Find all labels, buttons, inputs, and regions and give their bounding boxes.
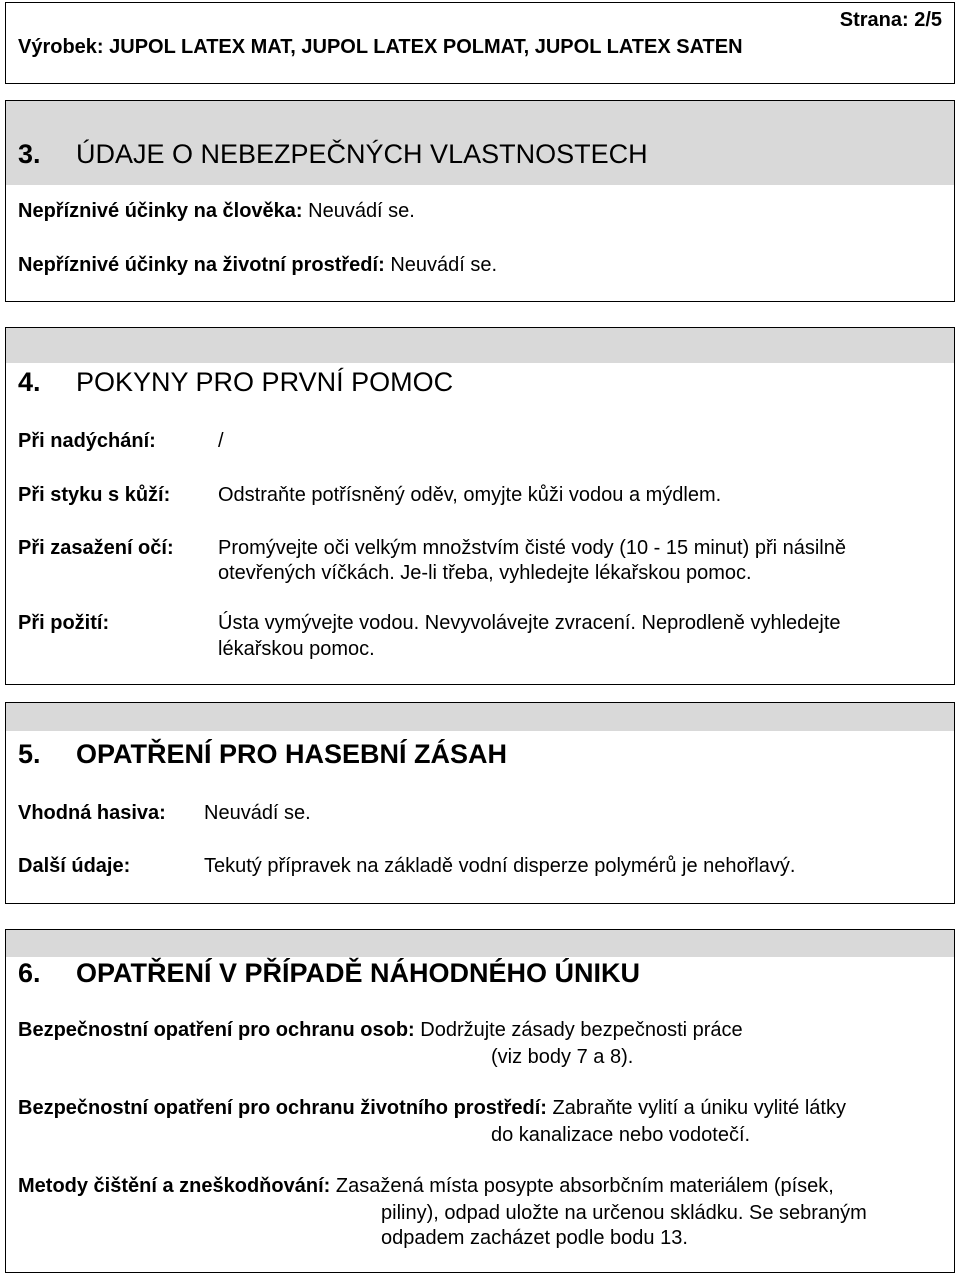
skin-value: Odstraňte potřísněný oděv, omyjte kůži vodou a mýdlem.: [218, 484, 722, 506]
row-label: Nepříznivé účinky na životní prostředí:: [18, 254, 385, 276]
section-5-number: 5.: [18, 739, 41, 769]
row-value: Neuvádí se.: [390, 254, 498, 276]
extinguishing-media-label: Vhodná hasiva:: [18, 802, 166, 824]
extinguishing-media-value: Neuvádí se.: [204, 802, 311, 824]
other-info-label: Další údaje:: [18, 855, 131, 877]
section-5-heading-band: [6, 703, 954, 731]
row-label: Nepříznivé účinky na člověka:: [18, 200, 303, 222]
section-4-heading-band: [6, 328, 954, 363]
section-3-number: 3.: [18, 139, 41, 169]
section-3-row-1: [18, 198, 415, 224]
personal-precautions-line-1: [18, 1017, 743, 1043]
eyes-label: Při zasažení očí:: [18, 537, 174, 559]
row-value: Zabraňte vylití a úniku vylité látky: [552, 1097, 846, 1119]
inhalation-label: Při nadýchání:: [18, 430, 156, 452]
section-5-title: OPATŘENÍ PRO HASEBNÍ ZÁSAH: [76, 739, 508, 769]
row-label: Bezpečnostní opatření pro ochranu osob:: [18, 1019, 415, 1041]
section-3: [5, 100, 955, 302]
row-value: Zasažená místa posypte absorbčním materiálem (písek,: [335, 1175, 834, 1197]
row-value: Neuvádí se.: [308, 200, 415, 222]
inhalation-value: /: [218, 430, 224, 452]
ingestion-value-line-2: lékařskou pomoc.: [218, 638, 375, 660]
section-3-row-2: [18, 252, 497, 278]
section-4: [5, 327, 955, 685]
section-4-number: 4.: [18, 367, 41, 397]
section-6-title: OPATŘENÍ V PŘÍPADĚ NÁHODNÉHO ÚNIKU: [76, 958, 641, 988]
environmental-precautions-line-2: do kanalizace nebo vodotečí.: [491, 1124, 751, 1146]
section-3-title: ÚDAJE O NEBEZPEČNÝCH VLASTNOSTECH: [76, 139, 648, 169]
section-6-number: 6.: [18, 958, 41, 988]
section-4-title: POKYNY PRO PRVNÍ POMOC: [76, 367, 454, 397]
skin-label: Při styku s kůží:: [18, 484, 171, 506]
personal-precautions-line-2: (viz body 7 a 8).: [491, 1046, 634, 1068]
section-5: [5, 702, 955, 904]
ingestion-value-line-1: Ústa vymývejte vodou. Nevyvolávejte zvracení. Neprodleně vyhledejte: [218, 612, 841, 634]
row-value: Dodržujte zásady bezpečnosti práce: [420, 1019, 743, 1041]
eyes-value-line-2: otevřených víčkách. Je-li třeba, vyhledejte lékařskou pomoc.: [218, 562, 752, 584]
environmental-precautions-line-1: [18, 1095, 846, 1121]
product-name: Výrobek: JUPOL LATEX MAT, JUPOL LATEX POLMAT, JUPOL LATEX SATEN: [18, 36, 743, 58]
row-label: Metody čištění a zneškodňování:: [18, 1175, 331, 1197]
cleanup-methods-line-2: piliny), odpad uložte na určenou skládku. Se sebraným: [381, 1202, 867, 1224]
cleanup-methods-line-3: odpadem zacházet podle bodu 13.: [381, 1227, 688, 1249]
row-label: Bezpečnostní opatření pro ochranu životního prostředí:: [18, 1097, 547, 1119]
header-box: [5, 2, 955, 84]
section-6-heading-band: [6, 930, 954, 957]
other-info-value: Tekutý přípravek na základě vodní disperze polymérů je nehořlavý.: [204, 855, 796, 877]
section-6: [5, 929, 955, 1273]
eyes-value-line-1: Promývejte oči velkým množstvím čisté vody (10 - 15 minut) při násilně: [218, 537, 846, 559]
ingestion-label: Při požití:: [18, 612, 110, 634]
page-number: Strana: 2/5: [839, 9, 942, 31]
cleanup-methods-line-1: [18, 1173, 834, 1199]
